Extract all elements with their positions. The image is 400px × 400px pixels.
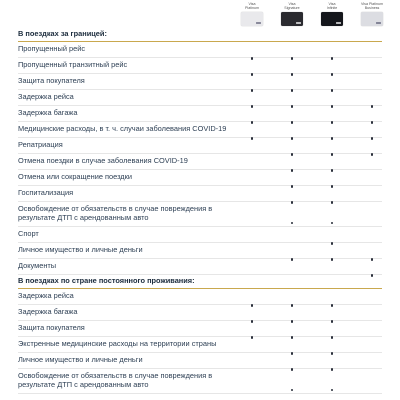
- coverage-cell: [272, 175, 312, 181]
- table-row: [18, 259, 382, 275]
- coverage-cell: [352, 248, 392, 254]
- coverage-cell: [272, 63, 312, 69]
- coverage-cell: [272, 127, 312, 133]
- row-label: Отмена поездки в случае заболевания COVID-19: [18, 156, 188, 166]
- card-image: [241, 12, 263, 26]
- row-label: Задержка багажа: [18, 307, 78, 317]
- coverage-dot-icon: [291, 389, 293, 391]
- coverage-dot-icon: [331, 222, 333, 224]
- table-row: [18, 58, 382, 74]
- card-label: Visa Infinite: [326, 2, 338, 11]
- coverage-cell: [312, 211, 352, 217]
- coverage-cell: [272, 191, 312, 197]
- table-row: [18, 154, 382, 170]
- table-row: [18, 321, 382, 337]
- coverage-cell: [272, 342, 312, 348]
- coverage-cell: [232, 310, 272, 316]
- coverage-cell: [352, 143, 392, 149]
- card-column-visa-platinum: [232, 2, 272, 26]
- table-row: [18, 122, 382, 138]
- card-image: [321, 12, 343, 26]
- table-row: [18, 353, 382, 369]
- coverage-cell: [272, 310, 312, 316]
- card-image: [361, 12, 383, 26]
- coverage-cell: [312, 342, 352, 348]
- coverage-cell: [352, 264, 392, 270]
- coverage-cell: [232, 47, 272, 53]
- coverage-cell: [352, 95, 392, 101]
- coverage-cell: [312, 127, 352, 133]
- coverage-cell: [272, 294, 312, 300]
- coverage-cell: [352, 111, 392, 117]
- coverage-cell: [232, 63, 272, 69]
- card-label: Visa Signature: [284, 2, 300, 11]
- row-label: Защита покупателя: [18, 323, 85, 333]
- coverage-table: [18, 28, 382, 394]
- coverage-cell: [272, 378, 312, 384]
- table-row: [18, 74, 382, 90]
- coverage-cell: [232, 294, 272, 300]
- table-row: [18, 90, 382, 106]
- row-label: Защита покупателя: [18, 76, 85, 86]
- row-label: Пропущенный транзитный рейс: [18, 60, 128, 70]
- card-label: Visa Platinum Business: [361, 2, 383, 11]
- row-label: Задержка рейса: [18, 291, 74, 301]
- coverage-cell: [312, 79, 352, 85]
- row-label: Экстренные медицинские расходы на территории страны: [18, 339, 217, 349]
- section-header-row: [18, 275, 382, 289]
- section-title: В поездках по стране постоянного проживания:: [18, 276, 195, 286]
- coverage-cell: [312, 143, 352, 149]
- section-title: В поездках за границей:: [18, 29, 107, 39]
- coverage-cell: [312, 378, 352, 384]
- row-label: Репатриация: [18, 140, 63, 150]
- coverage-cell: [312, 358, 352, 364]
- coverage-cell: [272, 248, 312, 254]
- coverage-cell: [272, 326, 312, 332]
- coverage-cell: [312, 63, 352, 69]
- coverage-dot-icon: [291, 222, 293, 224]
- row-label: Спорт: [18, 229, 39, 239]
- coverage-cell: [312, 326, 352, 332]
- card-column-visa-platinum-business: [352, 2, 392, 26]
- table-row: [18, 170, 382, 186]
- row-label: Пропущенный рейс: [18, 44, 86, 54]
- coverage-cell: [312, 191, 352, 197]
- coverage-cell: [232, 127, 272, 133]
- card-column-visa-signature: [272, 2, 312, 26]
- card-label: Visa Platinum: [245, 2, 259, 11]
- coverage-cell: [272, 79, 312, 85]
- coverage-cell: [272, 358, 312, 364]
- row-label: Личное имущество и личные деньги: [18, 355, 143, 365]
- coverage-dot-icon: [331, 389, 333, 391]
- table-row: [18, 289, 382, 305]
- coverage-cell: [272, 47, 312, 53]
- table-row: [18, 186, 382, 202]
- row-label: Отмена или сокращение поездки: [18, 172, 132, 182]
- row-label: Документы: [18, 261, 57, 271]
- table-row: [18, 106, 382, 122]
- coverage-cell: [232, 326, 272, 332]
- table-row: [18, 227, 382, 243]
- table-row: [18, 243, 382, 259]
- card-image: [281, 12, 303, 26]
- coverage-cell: [272, 143, 312, 149]
- coverage-cell: [272, 111, 312, 117]
- table-row: [18, 337, 382, 353]
- coverage-cell: [312, 95, 352, 101]
- table-row: [18, 138, 382, 154]
- row-label: Личное имущество и личные деньги: [18, 245, 143, 255]
- section-header-row: [18, 28, 382, 42]
- coverage-cell: [312, 159, 352, 165]
- coverage-cell: [272, 211, 312, 217]
- coverage-cell: [232, 79, 272, 85]
- table-row: [18, 42, 382, 58]
- coverage-cell: [312, 232, 352, 238]
- coverage-cell: [232, 111, 272, 117]
- coverage-cell: [352, 127, 392, 133]
- row-label: Освобождение от обязательств в случае повреждения в результате ДТП с арендованным авто: [18, 371, 213, 389]
- card-column-visa-infinite: [312, 2, 352, 26]
- row-label: Задержка рейса: [18, 92, 74, 102]
- coverage-cell: [312, 111, 352, 117]
- coverage-cell: [312, 310, 352, 316]
- coverage-cell: [312, 47, 352, 53]
- coverage-cell: [312, 175, 352, 181]
- row-label: Освобождение от обязательств в случае повреждения в результате ДТП с арендованным авто: [18, 204, 213, 222]
- coverage-cell: [272, 95, 312, 101]
- row-label: Госпитализация: [18, 188, 74, 198]
- table-row: [18, 202, 382, 227]
- coverage-cell: [272, 159, 312, 165]
- coverage-cell: [312, 294, 352, 300]
- coverage-cell: [312, 248, 352, 254]
- row-label: Медицинские расходы, в т. ч. случаи заболевания COVID-19: [18, 124, 227, 134]
- table-row: [18, 369, 382, 394]
- coverage-cell: [232, 95, 272, 101]
- row-label: Задержка багажа: [18, 108, 78, 118]
- table-row: [18, 305, 382, 321]
